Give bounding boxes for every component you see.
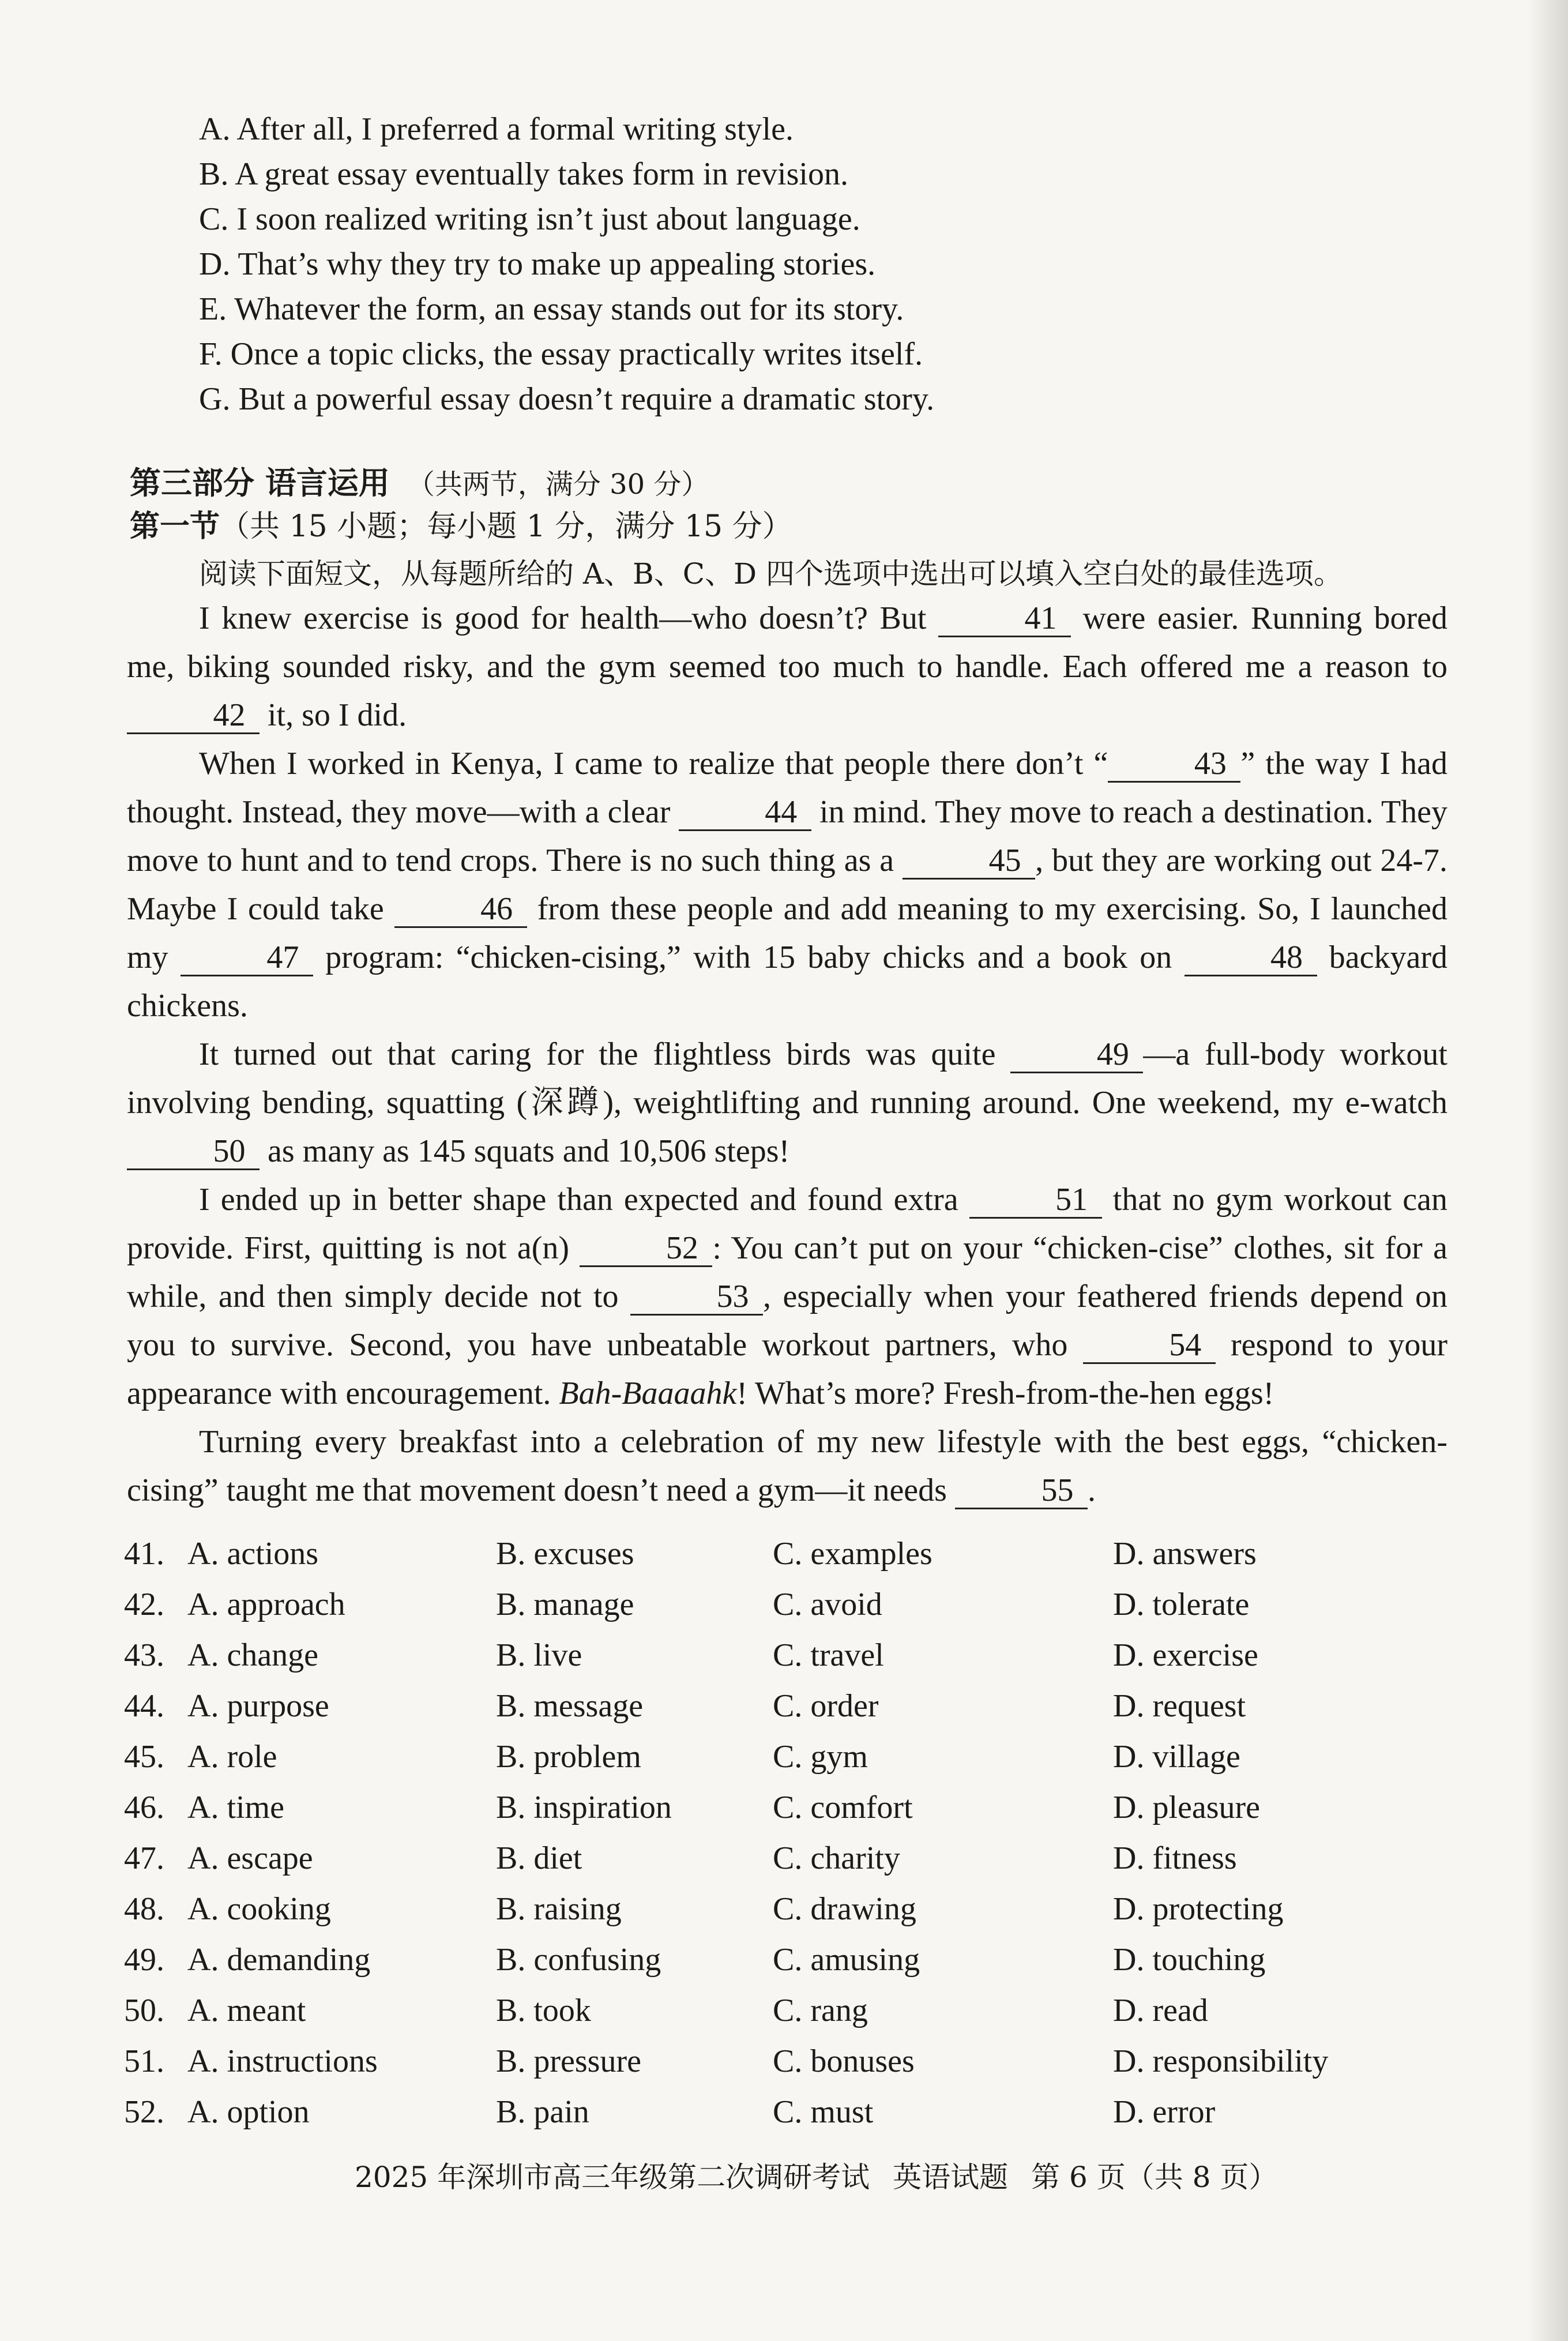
choice-d: D. tolerate [1113,1587,1250,1622]
option-b: B. A great essay eventually takes form in revision. [199,156,848,192]
choice-a: A. approach [187,1587,345,1622]
choice-b: B. excuses [496,1536,634,1572]
choice-b: B. diet [496,1840,582,1876]
footer-subject: 英语试题 [893,2160,1009,2194]
choice-d: D. answers [1113,1536,1257,1572]
choice-b: B. pain [496,2094,589,2130]
question-number: 41. [124,1536,164,1572]
choice-c: C. avoid [773,1587,882,1622]
text-run: as many as 145 squats and 10,506 steps! [260,1133,790,1169]
option-d: D. That’s why they try to make up appealing stories. [199,246,876,282]
choice-c: C. drawing [773,1891,916,1927]
passage-paragraph-4 [127,1175,1447,1418]
question-number: 49. [124,1942,164,1978]
choice-c: C. order [773,1688,879,1724]
choice-b: B. manage [496,1587,634,1622]
cloze-passage [127,594,1447,1515]
choice-d: D. touching [1113,1942,1266,1978]
text-run: When I worked in Kenya, I came to realize that people there don’t “ [199,746,1108,781]
reading-options-list [199,107,1439,422]
question-number: 43. [124,1637,164,1673]
text-run: I ended up in better shape than expected and found extra [199,1182,969,1218]
choice-b: B. message [496,1688,644,1724]
option-f: F. Once a topic clicks, the essay practically writes itself. [199,336,923,372]
passage-paragraph-3 [127,1030,1447,1175]
question-row [124,1681,1450,1731]
text-run: respond to your appearance with encouragement. [127,1327,1448,1411]
choice-b: B. confusing [496,1942,661,1978]
text-run: that no gym workout can provide. First, quitting is not a(n) [127,1182,1447,1266]
choice-d: D. read [1113,1993,1208,2028]
question-number: 45. [124,1739,164,1775]
text-run: —a full-body workout involving bending, squatting (深蹲), weightlifting and running around. One weekend, my e-watch [127,1036,1447,1121]
choice-b: B. problem [496,1739,641,1775]
choice-d: D. responsibility [1113,2043,1329,2079]
choice-d: D. request [1113,1688,1246,1724]
choice-d: D. pleasure [1113,1790,1261,1825]
section-note: （共两节，满分 30 分） [407,468,709,501]
blank-51: 51 [969,1182,1102,1219]
question-row [124,1985,1450,2036]
option-e: E. Whatever the form, an essay stands out for its story. [199,291,904,327]
choice-c: C. bonuses [773,2043,915,2079]
question-options-table [124,1528,1450,2137]
question-row [124,1528,1450,1579]
blank-45: 45 [903,843,1035,880]
blank-49: 49 [1010,1037,1143,1073]
passage-paragraph-2 [127,739,1447,1030]
choice-c: C. rang [773,1993,868,2028]
text-run: . [1087,1472,1096,1508]
blank-41: 41 [938,601,1071,637]
text-run: I knew exercise is good for health—who doesn’t? But [199,600,939,636]
question-number: 51. [124,2043,164,2079]
choice-c: C. gym [773,1739,868,1775]
blank-47: 47 [181,940,313,976]
text-run: It turned out that caring for the flightless birds was quite [199,1036,1011,1072]
choice-d: D. exercise [1113,1637,1258,1673]
blank-54: 54 [1083,1328,1216,1364]
question-row [124,1884,1450,1934]
question-row [124,1731,1450,1782]
section-title: 第三部分 语言运用 [130,464,390,501]
blank-42: 42 [127,698,260,734]
blank-43: 43 [1108,746,1240,783]
choice-a: A. instructions [187,2043,378,2079]
question-row [124,2036,1450,2087]
choice-b: B. inspiration [496,1790,672,1825]
option-a: A. After all, I preferred a formal writing style. [199,111,794,147]
question-number: 46. [124,1790,164,1825]
passage-paragraph-5 [127,1418,1447,1515]
footer-page-number: 第 6 页（共 8 页） [1031,2160,1278,2194]
instruction-text: 阅读下面短文，从每题所给的 A、B、C、D 四个选项中选出可以填入空白处的最佳选项。 [199,557,1343,591]
question-number: 50. [124,1993,164,2028]
choice-c: C. must [773,2094,874,2130]
choice-a: A. cooking [187,1891,331,1927]
choice-c: C. travel [773,1637,884,1673]
question-row [124,2087,1450,2137]
choice-d: D. protecting [1113,1891,1284,1927]
question-number: 52. [124,2094,164,2130]
choice-b: B. pressure [496,2043,641,2079]
text-run: program: “chicken-cising,” with 15 baby chicks and a book on [313,940,1185,975]
choice-a: A. purpose [187,1688,329,1724]
choice-d: D. fitness [1113,1840,1237,1876]
option-g: G. But a powerful essay doesn’t require a dramatic story. [199,381,935,417]
choice-a: A. option [187,2094,310,2130]
question-row [124,1630,1450,1681]
text-run: ” the way I had thought. Instead, they move—with a clear [127,746,1448,830]
text-run: were easier. Running bored me, biking sounded risky, and the gym seemed too much to handle. Each offered me a reason to [127,600,1447,685]
option-c: C. I soon realized writing isn’t just about language. [199,201,860,237]
blank-55: 55 [955,1473,1088,1509]
page-footer [355,2154,1300,2196]
question-number: 48. [124,1891,164,1927]
question-number: 42. [124,1587,164,1622]
choice-b: B. live [496,1637,582,1673]
subsection-note: （共 15 小题；每小题 1 分，满分 15 分） [220,509,792,544]
blank-52: 52 [580,1231,712,1267]
choice-a: A. role [187,1739,277,1775]
question-number: 47. [124,1840,164,1876]
text-run: it, so I did. [260,697,407,733]
text-run: backyard chickens. [127,940,1447,1024]
choice-a: A. actions [187,1536,319,1572]
blank-50: 50 [127,1134,260,1170]
choice-a: A. escape [187,1840,313,1876]
text-run: : You can’t put on your “chicken-cise” clothes, sit for a while, and then simply decide not to [127,1230,1447,1314]
section-heading [130,459,709,503]
footer-exam-name: 2025 年深圳市高三年级第二次调研考试 [355,2160,870,2194]
blank-53: 53 [630,1279,763,1316]
choice-c: C. amusing [773,1942,920,1978]
question-row [124,1782,1450,1833]
choice-c: C. comfort [773,1790,913,1825]
subsection-heading [130,502,792,545]
text-run: from these people and add meaning to my exercising. So, I launched my [127,891,1447,975]
choice-b: B. raising [496,1891,622,1927]
blank-44: 44 [679,795,811,831]
text-run: , but they are working out 24-7. Maybe I could take [127,843,1448,927]
blank-46: 46 [394,892,527,928]
text-run: in mind. They move to reach a destination. They move to hunt and to tend crops. There is no such thing as a [127,794,1448,878]
text-run: Turning every breakfast into a celebration of my new lifestyle with the best eggs, “chicken-cising” taught me that movement doesn’t need a gym—it needs [127,1424,1447,1508]
choice-a: A. demanding [187,1942,371,1978]
choice-c: C. charity [773,1840,900,1876]
text-run: ! What’s more? Fresh-from-the-hen eggs! [736,1376,1274,1411]
question-row [124,1833,1450,1884]
choice-b: B. took [496,1993,591,2028]
question-number: 44. [124,1688,164,1724]
question-row [124,1934,1450,1985]
chicken-sound-text: Bah-Baaaahk [559,1376,737,1411]
blank-48: 48 [1185,940,1317,976]
passage-paragraph-1 [127,594,1447,739]
text-run: , especially when your feathered friends depend on you to survive. Second, you have unbeatable workout partners, who [127,1279,1447,1363]
choice-a: A. time [187,1790,284,1825]
page-edge-shadow [1528,0,1568,2341]
question-row [124,1579,1450,1630]
choice-d: D. village [1113,1739,1240,1775]
choice-c: C. examples [773,1536,932,1572]
choice-d: D. error [1113,2094,1216,2130]
subsection-title: 第一节 [130,509,220,544]
choice-a: A. meant [187,1993,306,2028]
choice-a: A. change [187,1637,319,1673]
